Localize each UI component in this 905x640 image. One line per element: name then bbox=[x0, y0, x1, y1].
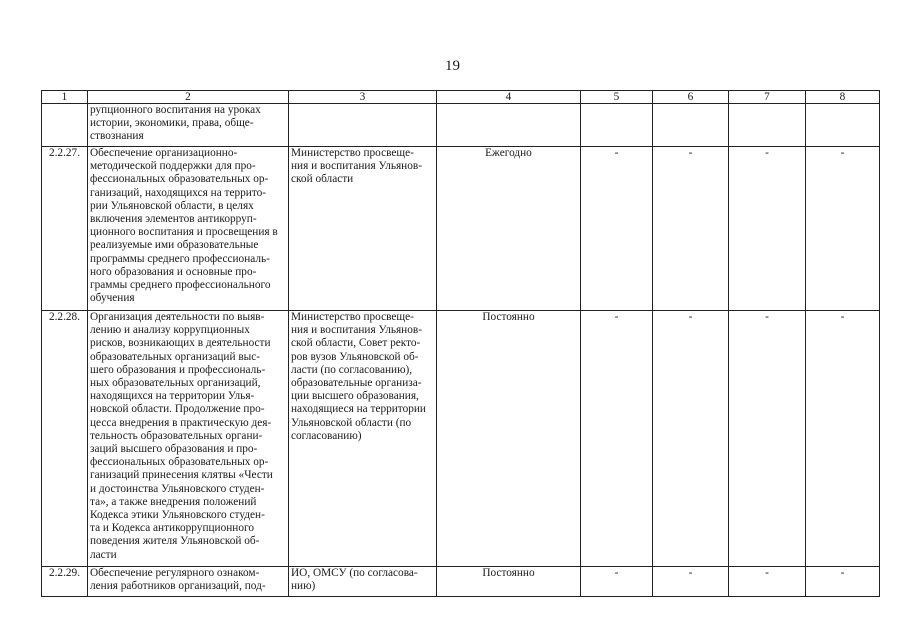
column-header: 5 bbox=[581, 91, 653, 104]
table-row bbox=[42, 147, 880, 311]
measure-text: Обеспечение регулярного ознаком- ления работников организаций, под- bbox=[90, 567, 266, 593]
value-cell: - bbox=[729, 147, 806, 311]
value-cell bbox=[581, 104, 653, 147]
item-number bbox=[42, 104, 88, 147]
value-cell bbox=[729, 104, 806, 147]
value-cell: - bbox=[729, 311, 806, 567]
executor-text: ИО, ОМСУ (по согласова- нию) bbox=[291, 567, 418, 593]
term-cell bbox=[437, 104, 581, 147]
column-header: 3 bbox=[289, 91, 437, 104]
value-cell: - bbox=[581, 147, 653, 311]
executor-text: Министерство просвеще- ния и воспитания Ульянов- ской области, Совет ректо- ров вузов Ульяновской об- ласти (по согласованию), образовательные организа- ции высшего образования, находящиеся на территории Ульяновской области (по согласованию) bbox=[291, 311, 426, 442]
column-header: 2 bbox=[88, 91, 289, 104]
executor-cell bbox=[289, 147, 437, 311]
column-header: 7 bbox=[729, 91, 806, 104]
executor-cell bbox=[289, 311, 437, 567]
value-cell: - bbox=[653, 147, 729, 311]
value-cell: - bbox=[806, 567, 880, 597]
item-number: 2.2.28. bbox=[42, 311, 88, 567]
column-header-row bbox=[42, 91, 880, 104]
measure-text: Обеспечение организационно- методической поддержки для про- фессиональных образовательных ор- ганизаций, находящихся на террито- рии Ульяновской области, в целях включения элементов антикорруп- ционного воспитания и просвещения в реализуемые ими образовательные программы среднего профессиональ- ного образования и основные про- граммы среднего профессионального обучения bbox=[90, 147, 278, 305]
page-number: 19 bbox=[445, 58, 460, 74]
term-cell: Постоянно bbox=[437, 567, 581, 597]
value-cell: - bbox=[581, 567, 653, 597]
column-header: 6 bbox=[653, 91, 729, 104]
term-cell: Ежегодно bbox=[437, 147, 581, 311]
value-cell bbox=[653, 104, 729, 147]
item-number: 2.2.29. bbox=[42, 567, 88, 597]
table-row bbox=[42, 567, 880, 597]
value-cell: - bbox=[653, 311, 729, 567]
term-cell: Постоянно bbox=[437, 311, 581, 567]
column-header: 8 bbox=[806, 91, 880, 104]
measure-cell bbox=[88, 311, 289, 567]
item-number: 2.2.27. bbox=[42, 147, 88, 311]
executor-cell bbox=[289, 104, 437, 147]
table-row bbox=[42, 311, 880, 567]
measure-text: Организация деятельности по выяв- лению и анализу коррупционных рисков, возникающих в деятельности образовательных организаций выс- шего образования и профессиональ- ных образовательных организаций, находящихся на территории Улья- новской области. Продолжение про- цесса внедрения в практическую дея- тельность образовательных органи- заций высшего образования и про- фессиональных образовательных ор- ганизаций принесения клятвы «Чести и достоинства Ульяновского студен- та», а также внедрения положений Кодекса этики Ульяновского студен- та и Кодекса антикоррупционного поведения жителя Ульяновской об- ласти bbox=[90, 311, 273, 561]
value-cell: - bbox=[806, 147, 880, 311]
column-header: 1 bbox=[42, 91, 88, 104]
measure-text: рупционного воспитания на уроках истории, экономики, права, обще- ствознания bbox=[90, 104, 261, 143]
measures-table bbox=[41, 90, 880, 597]
value-cell bbox=[806, 104, 880, 147]
column-header: 4 bbox=[437, 91, 581, 104]
measure-cell bbox=[88, 104, 289, 147]
value-cell: - bbox=[653, 567, 729, 597]
value-cell: - bbox=[581, 311, 653, 567]
executor-cell bbox=[289, 567, 437, 597]
measure-cell bbox=[88, 147, 289, 311]
measure-cell bbox=[88, 567, 289, 597]
value-cell: - bbox=[806, 311, 880, 567]
executor-text: Министерство просвеще- ния и воспитания Ульянов- ской области bbox=[291, 147, 422, 186]
value-cell: - bbox=[729, 567, 806, 597]
table-row bbox=[42, 104, 880, 147]
